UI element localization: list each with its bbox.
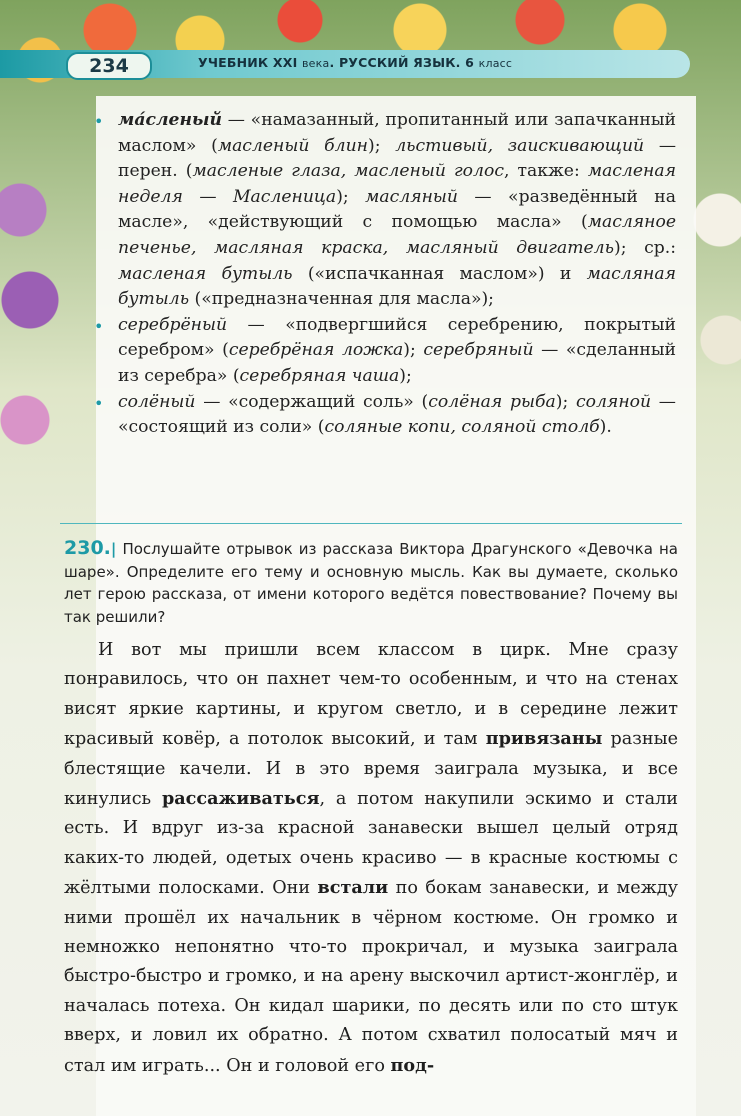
bullet-icon: • — [94, 393, 104, 413]
definition: — «подвергшийся серебрению, покрытый серебром» ( — [118, 314, 676, 361]
story-bold-word: под- — [390, 1054, 435, 1076]
headword: серебряный — [423, 340, 534, 361]
definition: — «разведённый на масле», «действующий с помощью масла» ( — [118, 186, 676, 233]
headword: масляный — [365, 186, 458, 207]
example: масленая бутыль — [118, 263, 293, 284]
listen-mark-icon: | — [110, 540, 117, 558]
story-text: И вот мы пришли всем классом в цирк. Мне сразу понравилось, что он пахнет чем-то особенным, и что на стенах висят яркие картины, и кругом светло, и в середине лежит красивый ковёр, а потолок высокий, и там — [64, 640, 678, 750]
page-number: 234 — [66, 52, 152, 80]
example: соляные копи, соляной столб — [324, 417, 600, 438]
running-head — [198, 55, 512, 70]
definition: — «содержащий соль» ( — [195, 391, 429, 412]
story-text: , а потом накупили эскимо и стали есть. И вдруг из-за красной занавески вышел целый отряд каких-то людей, одетых очень красиво — в красные костюмы с жёлтыми полосками. Они — [64, 789, 678, 899]
story-text: по бокам занавески, и между ними прошёл их начальник в чёрном костюме. Он громко и немножко непонятно что-то прокричал, и музыка заиграла быстро-быстро и громко, и на арену выскочил артист-жонглёр, и началась потеха. Он кидал шарики, по десять или по сто штук вверх, и ловил их обратно. А потом схватил полосатый мяч и стал им играть... Он и головой его — [64, 878, 678, 1076]
book-title: УЧЕБНИК XXI — [198, 55, 298, 70]
story-excerpt — [64, 636, 678, 1081]
text: («испачканная маслом») и — [292, 263, 587, 284]
example: масляная бутыль — [118, 263, 676, 310]
example: масленый блин — [217, 135, 368, 156]
definition: — «намазанный, пропитанный или запачканный маслом» ( — [118, 110, 676, 156]
example: масленые глаза, масленый голос — [192, 161, 504, 182]
headword: солёный — [118, 391, 196, 412]
list-item — [92, 313, 676, 390]
story-bold-word: встали — [317, 877, 389, 899]
text: — перен. ( — [118, 135, 677, 182]
exercise-number: 230. — [64, 537, 111, 559]
list-item — [92, 108, 676, 313]
example: серебрёная ложка — [228, 340, 404, 361]
text: ); — [403, 340, 424, 361]
bullet-icon: • — [94, 316, 104, 336]
vocabulary-list — [92, 108, 676, 441]
book-title-century: века — [302, 57, 330, 70]
exercise-text: Послушайте отрывок из рассказа Виктора Драгунского «Девочка на шаре». Определите его тему и основную мысль. Как вы думаете, сколько лет герою рассказа, от имени которого ведётся повествование? Почему вы так решили? — [64, 540, 678, 626]
subject-title: . РУССКИЙ ЯЗЫК. 6 — [329, 55, 475, 70]
text: ). — [599, 417, 612, 438]
example: серебряная чаша — [239, 365, 400, 386]
grade-label: класс — [478, 57, 513, 70]
headword: серебрёный — [118, 314, 228, 335]
headword: ма́сленый — [118, 110, 222, 130]
text: ); — [555, 391, 577, 412]
story-text: разные блестящие качели. И в это время заиграла музыка, и все кинулись — [64, 729, 678, 810]
story-bold-word: рассаживаться — [161, 788, 320, 810]
list-item — [92, 390, 676, 441]
example: льстивый, заискивающий — [395, 135, 645, 156]
text: , также: — [503, 161, 588, 182]
text: ); ср.: — [613, 237, 676, 258]
section-divider — [60, 523, 682, 524]
headword: соляной — [576, 391, 652, 412]
text: ); — [367, 135, 396, 156]
example: масленая неделя — Масленица — [118, 161, 676, 207]
definition: — «состоящий из соли» ( — [118, 391, 676, 438]
bullet-icon: • — [94, 112, 104, 131]
text: ); — [336, 186, 366, 207]
definition: — «сделанный из серебра» ( — [118, 340, 676, 386]
exercise-230 — [64, 537, 678, 628]
story-bold-word: привязаны — [485, 728, 603, 750]
text: ); — [399, 365, 412, 386]
example: солёная рыба — [428, 391, 556, 412]
text: («предназначенная для масла»); — [189, 289, 494, 310]
example: масляное печенье, масляная краска, масляный двигатель — [118, 212, 676, 258]
